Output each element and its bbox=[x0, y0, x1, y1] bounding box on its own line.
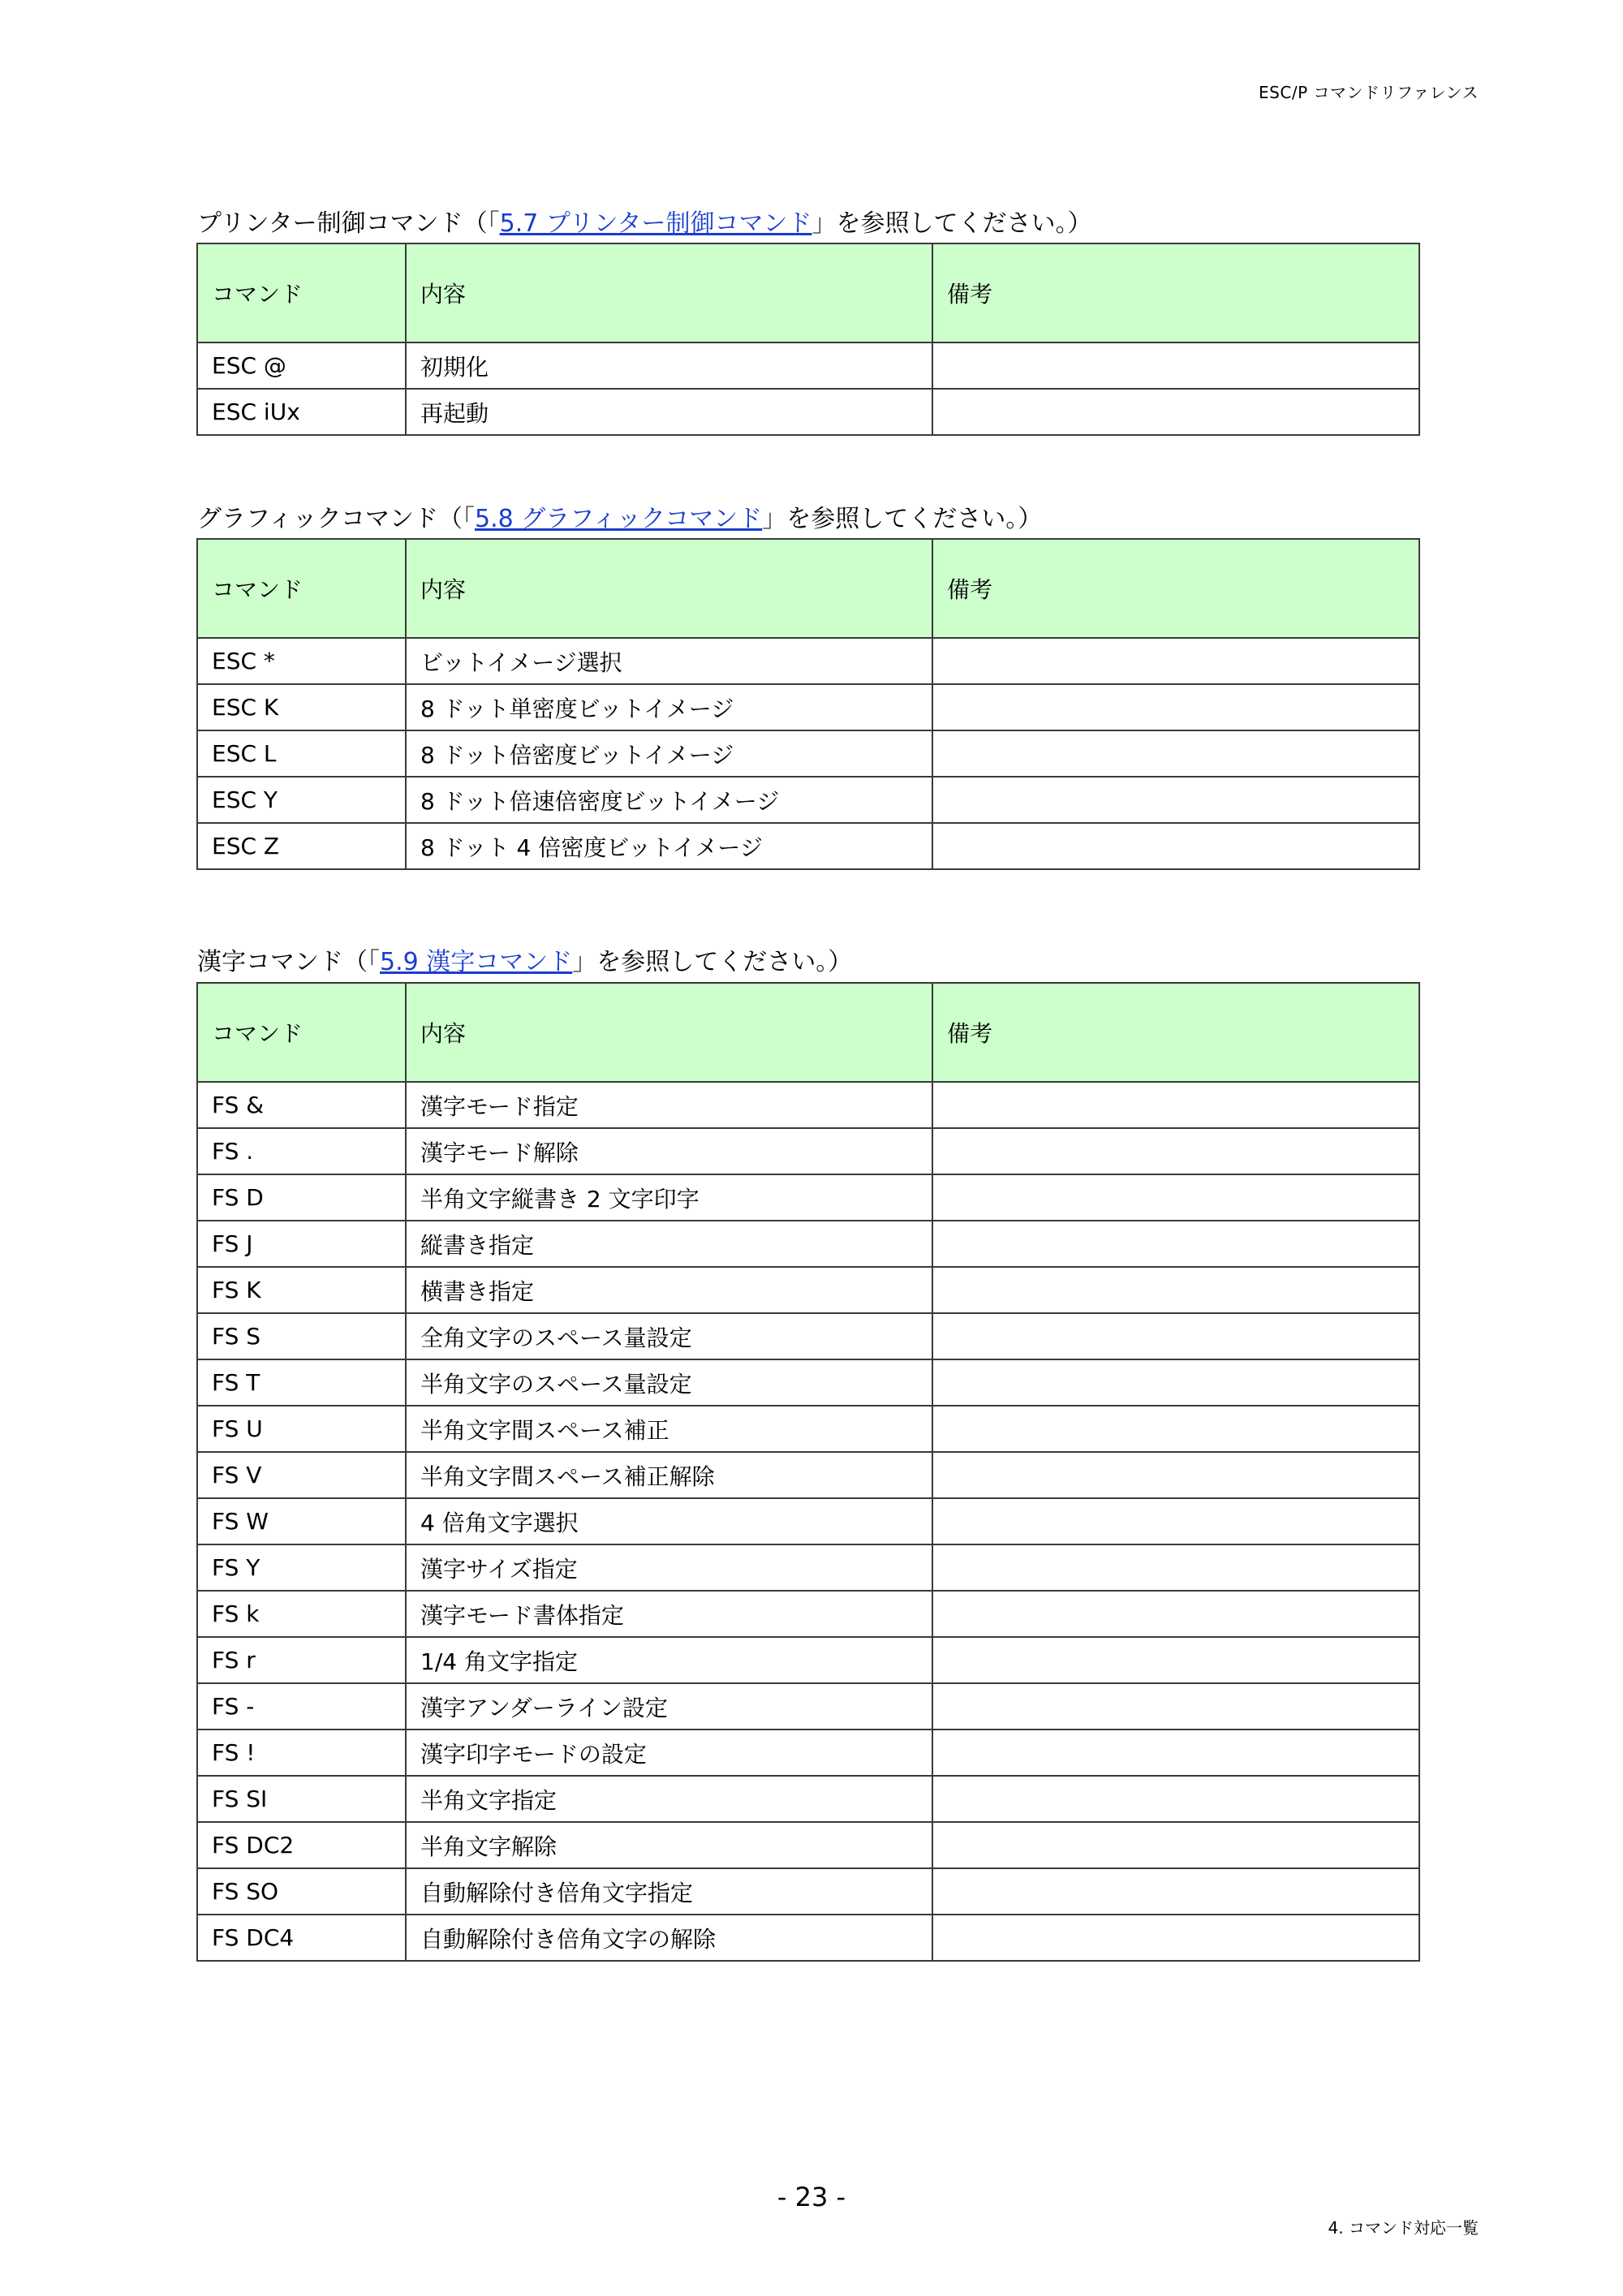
command-cell: FS ! bbox=[197, 1730, 406, 1776]
command-cell: FS Y bbox=[197, 1544, 406, 1591]
table-row bbox=[197, 1915, 1419, 1961]
notes-cell bbox=[932, 1822, 1419, 1868]
content-cell: 初期化 bbox=[406, 342, 932, 389]
command-cell: ESC @ bbox=[197, 342, 406, 389]
heading-prefix: グラフィックコマンド（「 bbox=[197, 505, 475, 533]
command-cell: FS DC4 bbox=[197, 1915, 406, 1961]
command-cell: ESC * bbox=[197, 638, 406, 684]
notes-cell bbox=[932, 638, 1419, 684]
content-cell: 漢字印字モードの設定 bbox=[406, 1730, 932, 1776]
command-cell: FS DC2 bbox=[197, 1822, 406, 1868]
notes-cell bbox=[932, 1452, 1419, 1498]
column-header-content: 内容 bbox=[406, 243, 932, 342]
table-row bbox=[197, 1868, 1419, 1915]
section-heading-printer-control bbox=[197, 203, 1091, 239]
notes-cell bbox=[932, 1174, 1419, 1221]
table-row bbox=[197, 1498, 1419, 1544]
notes-cell bbox=[932, 1730, 1419, 1776]
table-row bbox=[197, 823, 1419, 869]
table-row bbox=[197, 730, 1419, 777]
graphics-table bbox=[196, 538, 1420, 870]
content-cell: 8 ドット 4 倍密度ビットイメージ bbox=[406, 823, 932, 869]
table-row bbox=[197, 1822, 1419, 1868]
table-row bbox=[197, 1221, 1419, 1267]
link-5-9-kanji[interactable]: 5.9 漢字コマンド bbox=[380, 948, 573, 976]
column-header-notes: 備考 bbox=[932, 243, 1419, 342]
command-cell: FS V bbox=[197, 1452, 406, 1498]
command-cell: FS r bbox=[197, 1637, 406, 1683]
notes-cell bbox=[932, 777, 1419, 823]
section-heading-graphics bbox=[197, 498, 1042, 534]
command-cell: FS D bbox=[197, 1174, 406, 1221]
running-footer: 4. コマンド対応一覧 bbox=[1328, 2218, 1479, 2238]
table-row bbox=[197, 1128, 1419, 1174]
command-cell: FS k bbox=[197, 1591, 406, 1637]
content-cell: 全角文字のスペース量設定 bbox=[406, 1313, 932, 1359]
notes-cell bbox=[932, 1637, 1419, 1683]
command-cell: FS SO bbox=[197, 1868, 406, 1915]
content-cell: 横書き指定 bbox=[406, 1267, 932, 1313]
notes-cell bbox=[932, 684, 1419, 730]
command-cell: FS U bbox=[197, 1406, 406, 1452]
column-header-content: 内容 bbox=[406, 539, 932, 638]
table-row bbox=[197, 1406, 1419, 1452]
command-cell: FS - bbox=[197, 1683, 406, 1730]
table-header bbox=[197, 243, 1419, 342]
table-row bbox=[197, 638, 1419, 684]
table-body bbox=[197, 342, 1419, 435]
notes-cell bbox=[932, 1683, 1419, 1730]
content-cell: 半角文字間スペース補正解除 bbox=[406, 1452, 932, 1498]
table-row bbox=[197, 1313, 1419, 1359]
content-cell: 半角文字縦書き 2 文字印字 bbox=[406, 1174, 932, 1221]
command-cell: FS K bbox=[197, 1267, 406, 1313]
notes-cell bbox=[932, 1221, 1419, 1267]
notes-cell bbox=[932, 1591, 1419, 1637]
content-cell: ビットイメージ選択 bbox=[406, 638, 932, 684]
table-body bbox=[197, 1082, 1419, 1961]
command-cell: FS SI bbox=[197, 1776, 406, 1822]
table-row bbox=[197, 342, 1419, 389]
page-number: - 23 - bbox=[777, 2182, 846, 2212]
table-row bbox=[197, 1359, 1419, 1406]
notes-cell bbox=[932, 1544, 1419, 1591]
command-cell: FS & bbox=[197, 1082, 406, 1128]
command-cell: FS . bbox=[197, 1128, 406, 1174]
content-cell: 漢字モード書体指定 bbox=[406, 1591, 932, 1637]
table-row bbox=[197, 1452, 1419, 1498]
notes-cell bbox=[932, 1868, 1419, 1915]
content-cell: 4 倍角文字選択 bbox=[406, 1498, 932, 1544]
kanji-table bbox=[196, 982, 1420, 1962]
notes-cell bbox=[932, 1776, 1419, 1822]
printer-control-table bbox=[196, 243, 1420, 436]
notes-cell bbox=[932, 730, 1419, 777]
table-row bbox=[197, 1730, 1419, 1776]
link-5-8-graphics[interactable]: 5.8 グラフィックコマンド bbox=[475, 505, 763, 533]
heading-suffix: 」を参照してください。） bbox=[762, 505, 1043, 533]
notes-cell bbox=[932, 823, 1419, 869]
content-cell: 半角文字間スペース補正 bbox=[406, 1406, 932, 1452]
link-5-7-printer-control[interactable]: 5.7 プリンター制御コマンド bbox=[499, 209, 812, 238]
notes-cell bbox=[932, 1267, 1419, 1313]
table-row bbox=[197, 1776, 1419, 1822]
heading-prefix: プリンター制御コマンド（「 bbox=[197, 209, 500, 238]
column-header-command: コマンド bbox=[197, 983, 406, 1082]
column-header-notes: 備考 bbox=[932, 539, 1419, 638]
heading-prefix: 漢字コマンド（「 bbox=[197, 948, 380, 976]
command-cell: ESC L bbox=[197, 730, 406, 777]
notes-cell bbox=[932, 1406, 1419, 1452]
content-cell: 縦書き指定 bbox=[406, 1221, 932, 1267]
notes-cell bbox=[932, 1313, 1419, 1359]
column-header-command: コマンド bbox=[197, 539, 406, 638]
notes-cell bbox=[932, 1359, 1419, 1406]
command-cell: FS T bbox=[197, 1359, 406, 1406]
content-cell: 再起動 bbox=[406, 389, 932, 435]
table-row bbox=[197, 1174, 1419, 1221]
content-cell: 8 ドット単密度ビットイメージ bbox=[406, 684, 932, 730]
content-cell: 半角文字のスペース量設定 bbox=[406, 1359, 932, 1406]
table-row bbox=[197, 1082, 1419, 1128]
table-row bbox=[197, 1267, 1419, 1313]
heading-suffix: 」を参照してください。） bbox=[572, 948, 853, 976]
command-cell: FS S bbox=[197, 1313, 406, 1359]
table-row bbox=[197, 777, 1419, 823]
notes-cell bbox=[932, 1128, 1419, 1174]
table-header bbox=[197, 539, 1419, 638]
table-body bbox=[197, 638, 1419, 869]
column-header-content: 内容 bbox=[406, 983, 932, 1082]
table-row bbox=[197, 1591, 1419, 1637]
content-cell: 半角文字指定 bbox=[406, 1776, 932, 1822]
table-row bbox=[197, 684, 1419, 730]
content-cell: 8 ドット倍速倍密度ビットイメージ bbox=[406, 777, 932, 823]
notes-cell bbox=[932, 389, 1419, 435]
running-header: ESC/P コマンドリファレンス bbox=[1259, 83, 1479, 102]
table-row bbox=[197, 389, 1419, 435]
command-cell: FS J bbox=[197, 1221, 406, 1267]
heading-suffix: 」を参照してください。） bbox=[812, 209, 1092, 238]
column-header-notes: 備考 bbox=[932, 983, 1419, 1082]
column-header-command: コマンド bbox=[197, 243, 406, 342]
command-cell: ESC iUx bbox=[197, 389, 406, 435]
content-cell: 漢字サイズ指定 bbox=[406, 1544, 932, 1591]
notes-cell bbox=[932, 1082, 1419, 1128]
content-cell: 半角文字解除 bbox=[406, 1822, 932, 1868]
content-cell: 自動解除付き倍角文字の解除 bbox=[406, 1915, 932, 1961]
table-row bbox=[197, 1637, 1419, 1683]
content-cell: 8 ドット倍密度ビットイメージ bbox=[406, 730, 932, 777]
command-cell: ESC Z bbox=[197, 823, 406, 869]
notes-cell bbox=[932, 1498, 1419, 1544]
command-cell: ESC Y bbox=[197, 777, 406, 823]
notes-cell bbox=[932, 1915, 1419, 1961]
content-cell: 1/4 角文字指定 bbox=[406, 1637, 932, 1683]
content-cell: 漢字アンダーライン設定 bbox=[406, 1683, 932, 1730]
command-cell: ESC K bbox=[197, 684, 406, 730]
content-cell: 漢字モード解除 bbox=[406, 1128, 932, 1174]
table-row bbox=[197, 1683, 1419, 1730]
command-cell: FS W bbox=[197, 1498, 406, 1544]
table-row bbox=[197, 1544, 1419, 1591]
content-cell: 自動解除付き倍角文字指定 bbox=[406, 1868, 932, 1915]
content-cell: 漢字モード指定 bbox=[406, 1082, 932, 1128]
table-header bbox=[197, 983, 1419, 1082]
notes-cell bbox=[932, 342, 1419, 389]
section-heading-kanji bbox=[197, 941, 852, 977]
